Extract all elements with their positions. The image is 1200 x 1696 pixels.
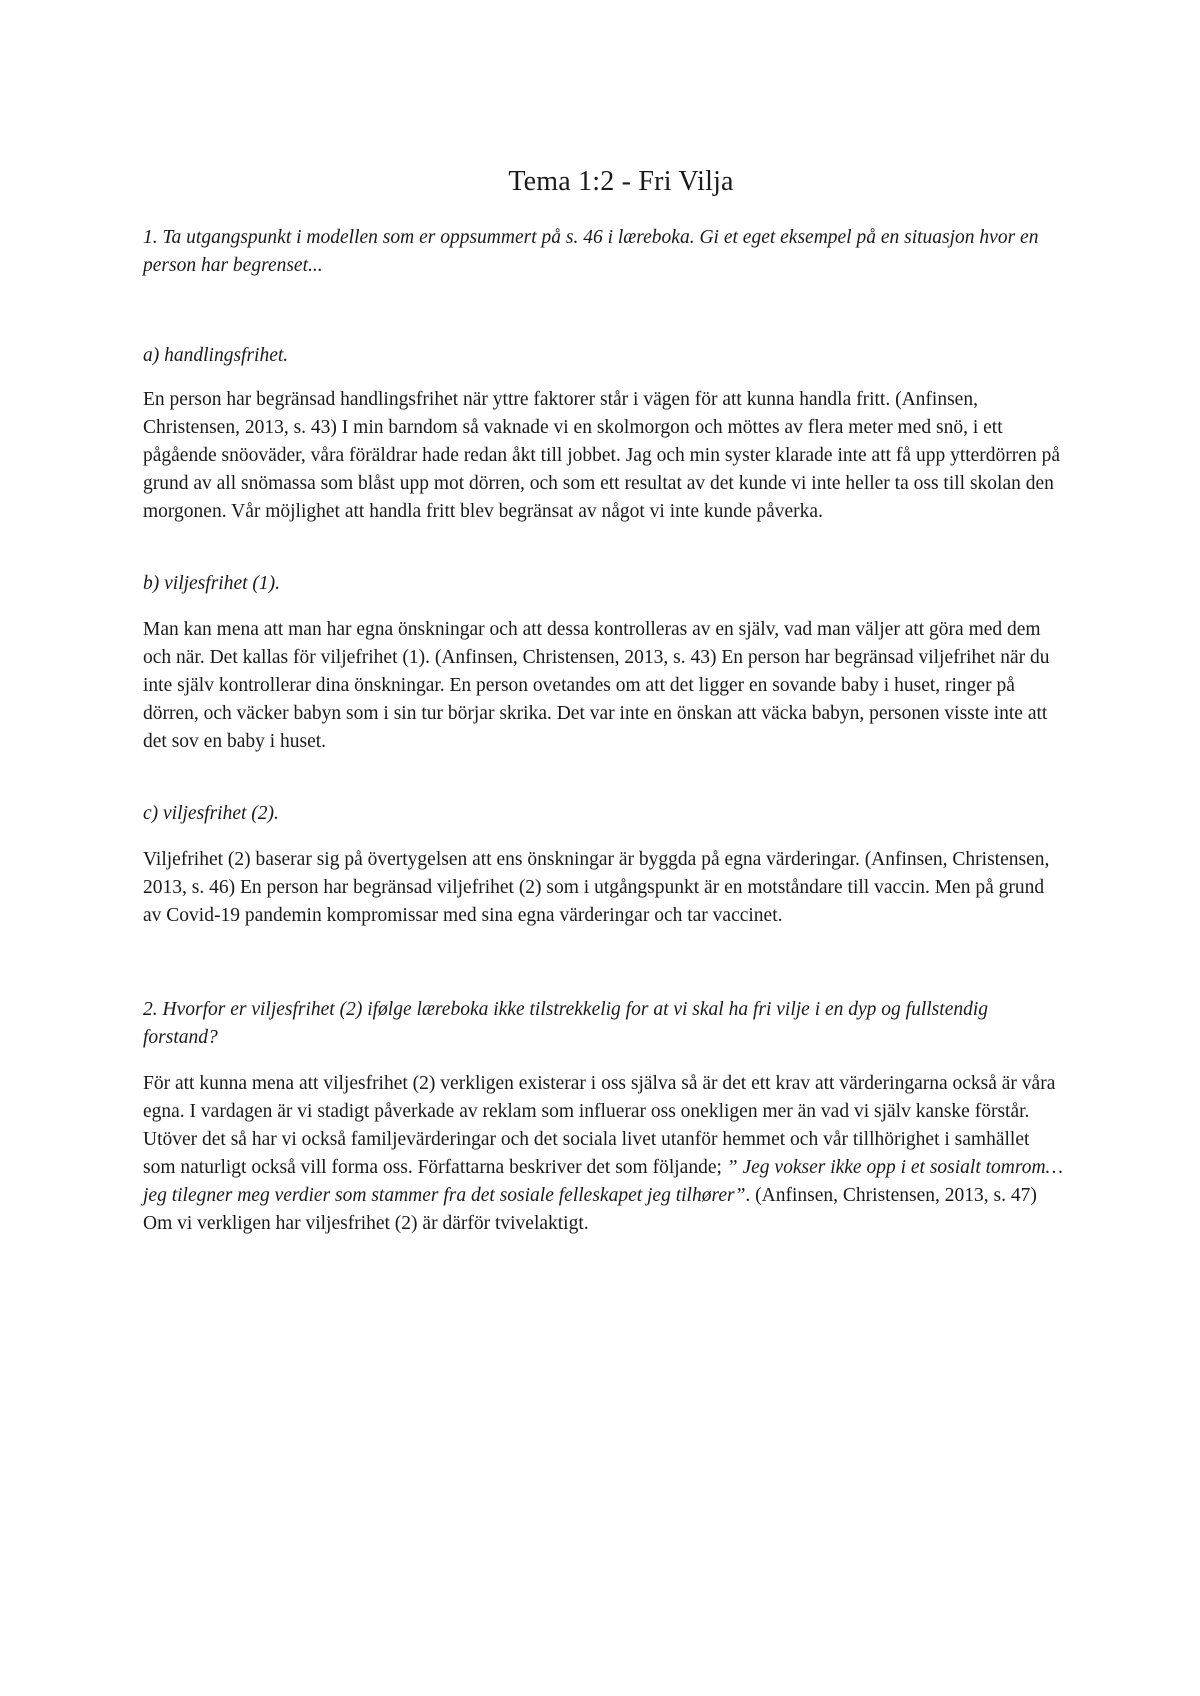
- page-title: Tema 1:2 - Fri Vilja: [508, 166, 734, 197]
- document-page: [143, 166, 1063, 1238]
- answer-c-paragraph: Viljefrihet (2) baserar sig på övertygelsen att ens önskningar är byggda på egna värderingar. (Anfinsen, Christensen, 2013, s. 46) En person har begränsad viljefrihet (2) som i utgångspunkt är en motståndare till vaccin. Men på grund av Covid-19 pandemin kompromissar med sina egna värderingar och tar vaccinet.: [143, 849, 1050, 926]
- answer-b-paragraph: Man kan mena att man har egna önskningar och att dessa kontrolleras av en själv, vad man väljer att göra med dem och när. Det kallas för viljefrihet (1). (Anfinsen, Christensen, 2013, s. 43) En person har begränsad viljefrihet när du inte själv kontrollerar dina önskningar. En person ovetandes om att det ligger en sovande baby i huset, ringer på dörren, och väcker babyn som i sin tur börjar skrika. Det var inte en önskan att väcka babyn, personen visste inte att det sov en baby i huset.: [143, 619, 1050, 752]
- subquestion-a-label: a) handlingsfrihet.: [143, 345, 289, 366]
- answer-2-quote: ” Jeg vokser ikke opp i et sosialt tomrom… jeg tilegner meg verdier som stammer fra det sosiale felleskapet jeg tilhører”: [143, 1157, 1063, 1206]
- answer-2-paragraph: [143, 1070, 1063, 1238]
- answer-2-text-before: För att kunna mena att viljesfrihet (2) verkligen existerar i oss själva så är det ett krav att värderingarna också är våra egna. I vardagen är vi stadigt påverkade av reklam som influerar oss onekligen mer än vad vi själv kanske förstår. Utöver det så har vi också familjevärderingar och det sociala livet utanför hemmet och vår tillhörighet i samhället som naturligt också vill forma oss. Författarna beskriver det som följande;: [143, 1073, 1056, 1178]
- subquestion-b-label: b) viljesfrihet (1).: [143, 573, 281, 594]
- question-1: 1. Ta utgangspunkt i modellen som er oppsummert på s. 46 i læreboka. Gi et eget eksempel på en situasjon hvor en person har begrenset...: [143, 227, 1039, 276]
- subquestion-c-label: c) viljesfrihet (2).: [143, 803, 279, 824]
- answer-a-paragraph: En person har begränsad handlingsfrihet när yttre faktorer står i vägen för att kunna handla fritt. (Anfinsen, Christensen, 2013, s. 43) I min barndom så vaknade vi en skolmorgon och möttes av flera meter med snö, i ett pågående snöoväder, våra föräldrar hade redan åkt till jobbet. Jag och min syster klarade inte att få upp ytterdörren på grund av all snömassa som blåst upp mot dörren, och som ett resultat av det kunde vi inte heller ta oss till skolan den morgonen. Vår möjlighet att handla fritt blev begränsat av något vi inte kunde påverka.: [143, 389, 1060, 522]
- answer-2-text-after: . (Anfinsen, Christensen, 2013, s. 47) Om vi verkligen har viljesfrihet (2) är därför tvivelaktigt.: [143, 1185, 1037, 1234]
- question-2: 2. Hvorfor er viljesfrihet (2) ifølge læreboka ikke tilstrekkelig for at vi skal ha fri vilje i en dyp og fullstendig forstand?: [143, 999, 989, 1048]
